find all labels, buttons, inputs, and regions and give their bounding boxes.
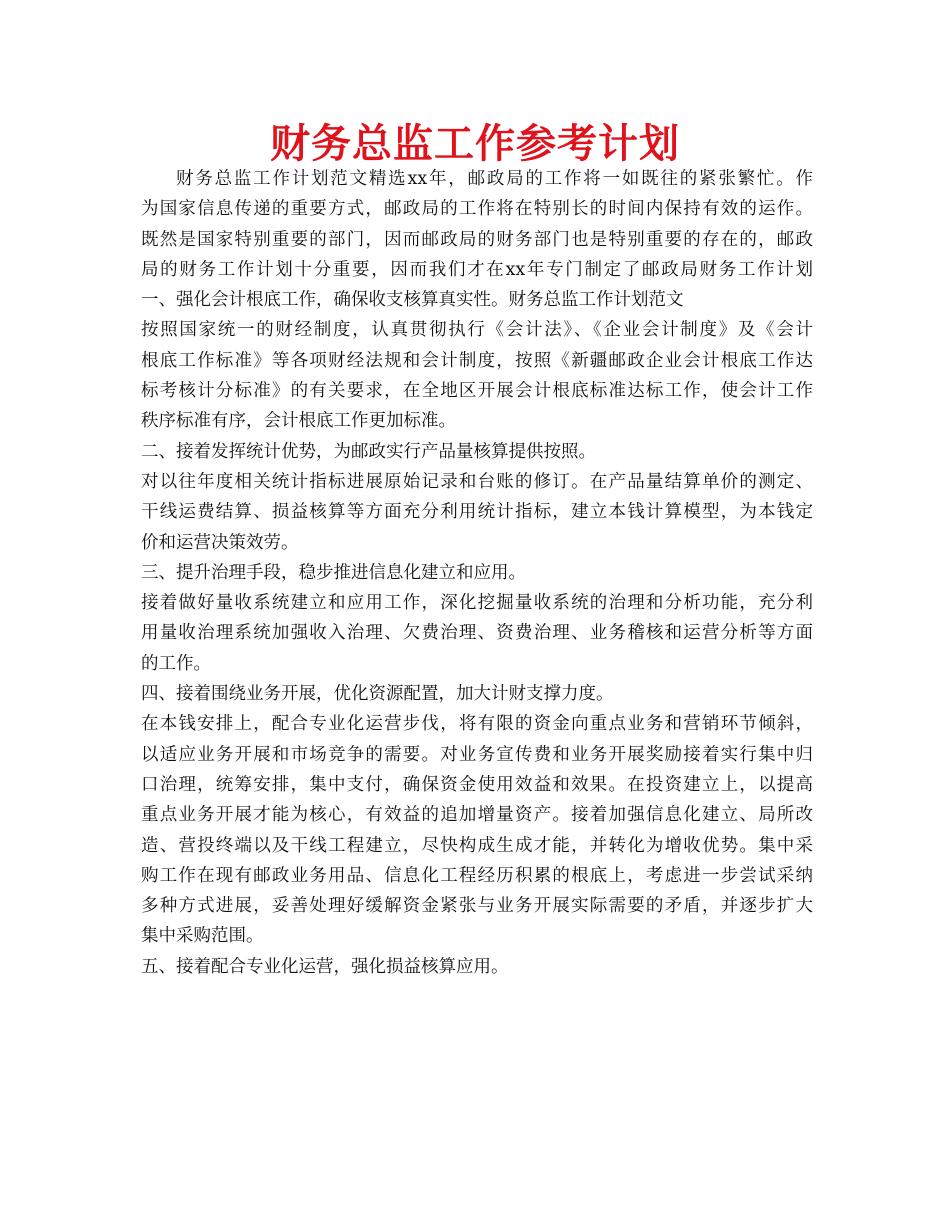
paragraph-line: 价和运营决策效劳。 bbox=[141, 532, 299, 553]
paragraph-line: 四、接着围绕业务开展，优化资源配置，加大计财支撑力度。 bbox=[141, 684, 614, 705]
paragraph-line: 五、接着配合专业化运营，强化损益核算应用。 bbox=[141, 956, 509, 977]
paragraph-line: 口治理，统筹安排，集中支付，确保资金使用效益和效果。在投资建立上，以提高 bbox=[141, 774, 813, 795]
paragraph-line: 既然是国家特别重要的部门，因而邮政局的财务部门也是特别重要的存在的，邮政 bbox=[141, 229, 813, 250]
paragraph-line: 二、接着发挥统计优势，为邮政实行产品量核算提供按照。 bbox=[141, 441, 596, 462]
paragraph-line: 秩序标准有序，会计根底工作更加标准。 bbox=[141, 411, 456, 432]
paragraph-line: 购工作在现有邮政业务用品、信息化工程经历积累的根底上，考虑进一步尝试采纳 bbox=[141, 865, 813, 886]
paragraph-line: 多种方式进展，妥善处理好缓解资金紧张与业务开展实际需要的矛盾，并逐步扩大 bbox=[141, 896, 813, 917]
paragraph-line: 造、营投终端以及干线工程建立，尽快构成生成才能，并转化为增收优势。集中采 bbox=[141, 835, 813, 856]
paragraph-line: 财务总监工作计划范文精选xx年，邮政局的工作将一如既往的紧张繁忙。作 bbox=[176, 169, 813, 189]
paragraph-line: 按照国家统一的财经制度，认真贯彻执行《会计法》、《企业会计制度》及《会计 bbox=[141, 320, 813, 341]
paragraph-line: 对以往年度相关统计指标进展原始记录和台账的修订。在产品量结算单价的测定、 bbox=[141, 471, 813, 492]
paragraph-line: 的工作。 bbox=[141, 653, 211, 674]
paragraph-line: 集中采购范围。 bbox=[141, 926, 264, 947]
paragraph-line: 干线运费结算、损益核算等方面充分利用统计指标，建立本钱计算模型，为本钱定 bbox=[141, 502, 813, 523]
paragraph-line: 为国家信息传递的重要方式，邮政局的工作将在特别长的时间内保持有效的运作。 bbox=[141, 199, 813, 220]
document-title: 财务总监工作参考计划 bbox=[270, 121, 680, 167]
paragraph-line: 一、强化会计根底工作，确保收支核算真实性。财务总监工作计划范文 bbox=[141, 290, 684, 311]
document-body bbox=[141, 164, 813, 982]
paragraph-line: 接着做好量收系统建立和应用工作，深化挖掘量收系统的治理和分析功能，充分利 bbox=[141, 593, 813, 614]
paragraph-line: 三、提升治理手段，稳步推进信息化建立和应用。 bbox=[141, 562, 526, 583]
paragraph-line: 用量收治理系统加强收入治理、欠费治理、资费治理、业务稽核和运营分析等方面 bbox=[141, 623, 813, 644]
paragraph-line: 以适应业务开展和市场竞争的需要。对业务宣传费和业务开展奖励接着实行集中归 bbox=[141, 744, 813, 765]
paragraph-line: 重点业务开展才能为核心，有效益的追加增量资产。接着加强信息化建立、局所改 bbox=[141, 805, 813, 826]
paragraph-line: 局的财务工作计划十分重要，因而我们才在xx年专门制定了邮政局财务工作计划 bbox=[141, 259, 813, 280]
paragraph-line: 标考核计分标准》的有关要求，在全地区开展会计根底标准达标工作，使会计工作 bbox=[141, 381, 813, 402]
paragraph-line: 在本钱安排上，配合专业化运营步伐，将有限的资金向重点业务和营销环节倾斜， bbox=[141, 714, 813, 735]
paragraph-line: 根底工作标准》等各项财经法规和会计制度，按照《新疆邮政企业会计根底工作达 bbox=[141, 350, 813, 371]
